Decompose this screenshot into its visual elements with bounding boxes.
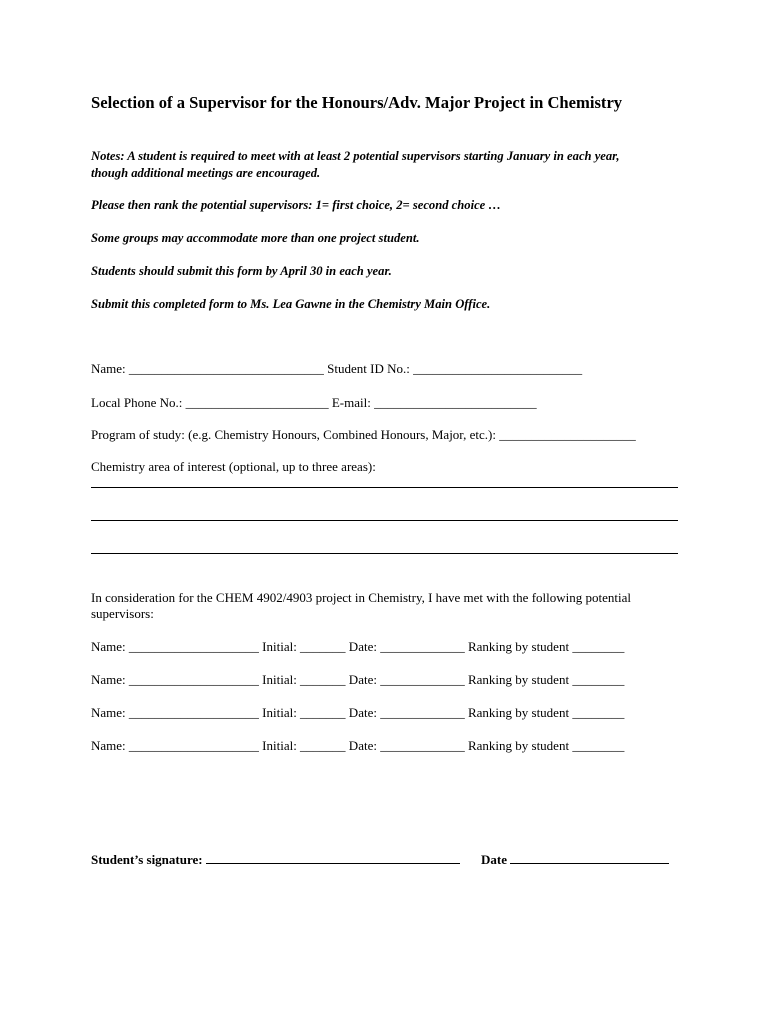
groups-note: Some groups may accommodate more than one project student.	[91, 231, 420, 245]
supervisor-row-3[interactable]: Name: ____________________ Initial: _______ Date: _____________ Ranking by student ________	[91, 705, 625, 720]
date-field[interactable]	[510, 851, 669, 864]
notes-line-2: though additional meetings are encouraged.	[91, 166, 321, 180]
consideration-line-2: supervisors:	[91, 606, 154, 621]
supervisor-row-4[interactable]: Name: ____________________ Initial: _______ Date: _____________ Ranking by student ________	[91, 738, 625, 753]
supervisor-row-1[interactable]: Name: ____________________ Initial: _______ Date: _____________ Ranking by student ________	[91, 639, 625, 654]
notes-line-1: Notes: A student is required to meet with at least 2 potential supervisors starting January in each year,	[91, 149, 620, 163]
supervisor-row-2[interactable]: Name: ____________________ Initial: _______ Date: _____________ Ranking by student ________	[91, 672, 625, 687]
signature-field[interactable]	[206, 851, 460, 864]
program-of-study-field[interactable]: Program of study: (e.g. Chemistry Honours, Combined Honours, Major, etc.): _____________________	[91, 427, 636, 442]
page-title: Selection of a Supervisor for the Honours/Adv. Major Project in Chemistry	[91, 93, 623, 112]
signature-label: Student’s signature:	[91, 852, 203, 867]
interest-area-label: Chemistry area of interest (optional, up to three areas):	[91, 459, 376, 474]
consideration-line-1: In consideration for the CHEM 4902/4903 project in Chemistry, I have met with the following potential	[91, 590, 631, 605]
phone-email-field[interactable]: Local Phone No.: ______________________ E-mail: _________________________	[91, 395, 537, 410]
interest-area-line-3[interactable]	[91, 553, 678, 554]
deadline-note: Students should submit this form by April 30 in each year.	[91, 264, 392, 278]
rank-instruction: Please then rank the potential supervisors: 1= first choice, 2= second choice …	[91, 198, 501, 212]
name-student-id-field[interactable]: Name: ______________________________ Student ID No.: __________________________	[91, 361, 583, 376]
interest-area-line-2[interactable]	[91, 520, 678, 521]
date-row	[481, 851, 669, 868]
date-label: Date	[481, 852, 507, 867]
submit-note: Submit this completed form to Ms. Lea Gawne in the Chemistry Main Office.	[91, 297, 491, 311]
signature-row	[91, 851, 460, 868]
interest-area-line-1[interactable]	[91, 487, 678, 488]
